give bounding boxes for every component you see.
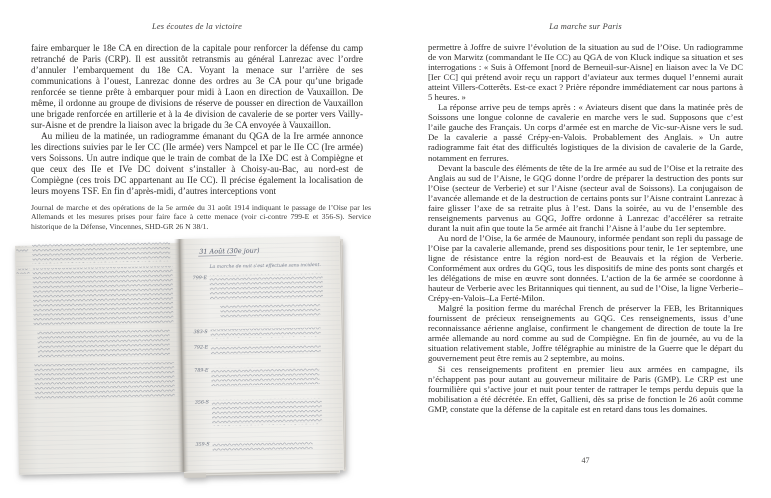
journal-margin-code: 356-S bbox=[194, 400, 209, 406]
figure-caption: Journal de marche et des opérations de la 5e armée du 31 août 1914 indiquant le passage de l’Oise par les Allemands et les mesures prises pour faire face à cette menace (voir ci-contre 799-E et 356-S). Service historique de la Défense, Vincennes, SHD-GR 26 N 38/1. bbox=[31, 203, 371, 231]
journal-photo-figure bbox=[14, 236, 346, 486]
left-page-body bbox=[31, 43, 363, 197]
page-number: 47 bbox=[581, 456, 590, 465]
journal-photo bbox=[14, 236, 346, 482]
paragraph: Au milieu de la matinée, un radiogramme émanant du QGA de la Ire armée annonce les directions suivies par le Ier CC (IIe armée) vers Nampcel et par le IIe CC (Ire armée) vers Soissons. Un autre indique que le train de combat de la IXe DC est à Compiègne et que ceux des IIe et IVe DC doivent s’installer à Choisy-au-Bac, au nord-est de Compiègne (ces trois DC appartenant au IIe CC). Il précise également la localisation de leurs moyens TSF. En fin d’après-midi, d’autres interceptions vont bbox=[31, 131, 363, 196]
paragraph: Devant la bascule des éléments de tête de la Ire armée au sud de l’Oise et la retraite des Anglais au sud de l’Aisne, le GQG donne l’ordre de préparer la destruction des ponts sur l’Oise (secteur de Verberie) et sur l’Aisne (secteur aval de Soissons). La conjugaison de l’avancée allemande et de la destruction de certains ponts sur l’Aisne contraint Lanrezac à faire glisser l’axe de sa retraite plus à l’est. Dans la soirée, au vu de l’ensemble des renseignements parvenus au GQG, Joffre ordonne à Lanrezac d’accélérer sa retraite durant la nuit afin que toute la 5e armée ait franchi l’Aisne à l’aube du 1er septembre. bbox=[428, 162, 743, 233]
right-page-body bbox=[428, 42, 743, 414]
journal-entry-intro: La marche de nuit s’est effectuée sans incident. bbox=[209, 263, 321, 270]
paragraph: Si ces renseignements profitent en premier lieu aux armées en campagne, ils n’échappent pas pour autant au gouverneur militaire de Paris (GMP). Le CRP est une fourmilière qui s’active jour et nuit pour tenter de rattraper le temps perdu depuis que la mobilisation a été décrétée. En effet, Gallieni, dès sa prise de fonction le 26 août comme GMP, constate que la défense de la capitale est en retard dans tous les domaines. bbox=[428, 363, 743, 414]
journal-margin-code: 792-E bbox=[193, 345, 209, 351]
running-header-left: Les écoutes de la victoire bbox=[151, 22, 242, 31]
paragraph: Au nord de l’Oise, la 6e armée de Maunoury, informée pendant son repli du passage de l’Oise par la cavalerie allemande, prend ses dispositions pour tenir, le 1er septembre, une ligne de résistance entre la région nord-est de Beauvais et la région de Verberie. Conformément aux ordres du GQG, tous les dispositifs de mine des ponts sont chargés et les délégations de mise en œuvre sont données. L’action de la 6e armée se coordonne à hauteur de Verberie avec les Britanniques qui tiennent, au sud de l’Oise, la ligne Verberie–Crépy-en-Valois–La Ferté-Milon. bbox=[428, 232, 743, 304]
journal-entry-heading: 31 Août (30e jour) bbox=[199, 246, 260, 256]
running-header-right: La marche sur Paris bbox=[549, 22, 622, 31]
paragraph: Malgré la position ferme du maréchal French de préserver la FEB, les Britanniques fournissent de précieux renseignements au GQG. Ces renseignements, issus d’une reconnaissance aérienne anglaise, confirment le changement de direction de toute la Ire armée allemande au nord comme au sud de Compiègne. En fin de journée, au vu de la situation relativement stable, Joffre télégraphie au ministre de la Guerre que le départ du gouvernement peut être remis au 2 septembre, au moins. bbox=[428, 303, 743, 364]
journal-margin-code: 359-S bbox=[195, 442, 210, 448]
paragraph: permettre à Joffre de suivre l’évolution de la situation au sud de l’Oise. Un radiogramme de von Marwitz (commandant le IIe CC) au QGA de von Kluck indique sa situation et ses interrogations : « Suis à Offemont [nord de Berneuil-sur-Aisne] en liaison avec la Ve DC [Ier CC] qui prétend avoir reçu un rapport d’aviateur aux termes duquel l’ennemi aurait atteint Villers-Cotterêts. Est-ce exact ? Prière répondre immédiatement car nous partons à 5 heures. » bbox=[428, 42, 743, 103]
journal-margin-code: 383-S bbox=[193, 330, 208, 336]
paragraph: faire embarquer le 18e CA en direction de la capitale pour renforcer la défense du camp retranché de Paris (CRP). Il est aussitôt retransmis au général Lanrezac avec l’ordre d’annuler l’embarquement du 18e CA. Voyant la menace sur l’arrière de ses communications à l’ouest, Lanrezac donne des ordres au 3e CA pour qu’une brigade renforcée se tienne prête à embarquer pour midi à Laon en direction de Vauxaillon. De même, il ordonne au groupe de divisions de réserve de pousser en direction de Vauxaillon une brigade renforcée en artillerie et à la 4e division de cavalerie de se porter vers Vailly-sur-Aisne et de prendre la liaison avec la brigade du 3e CA envoyée à Vauxaillon. bbox=[31, 43, 363, 130]
paragraph: La réponse arrive peu de temps après : « Aviateurs disent que dans la matinée près de Soissons une longue colonne de cavalerie en marche vers le sud. Supposons que c’est l’aile gauche des Français. Un corps d’armée est en marche de Vic-sur-Aisne vers le sud. De la cavalerie a passé Crépy-en-Valois. Probablement des Anglais. » Un autre radiogramme fait état des difficultés logistiques de la division de cavalerie de la Garde, notamment en ferrures. bbox=[428, 102, 743, 163]
journal-margin-code: 799-E bbox=[192, 276, 207, 282]
journal-margin-code: 789-E bbox=[194, 368, 209, 374]
